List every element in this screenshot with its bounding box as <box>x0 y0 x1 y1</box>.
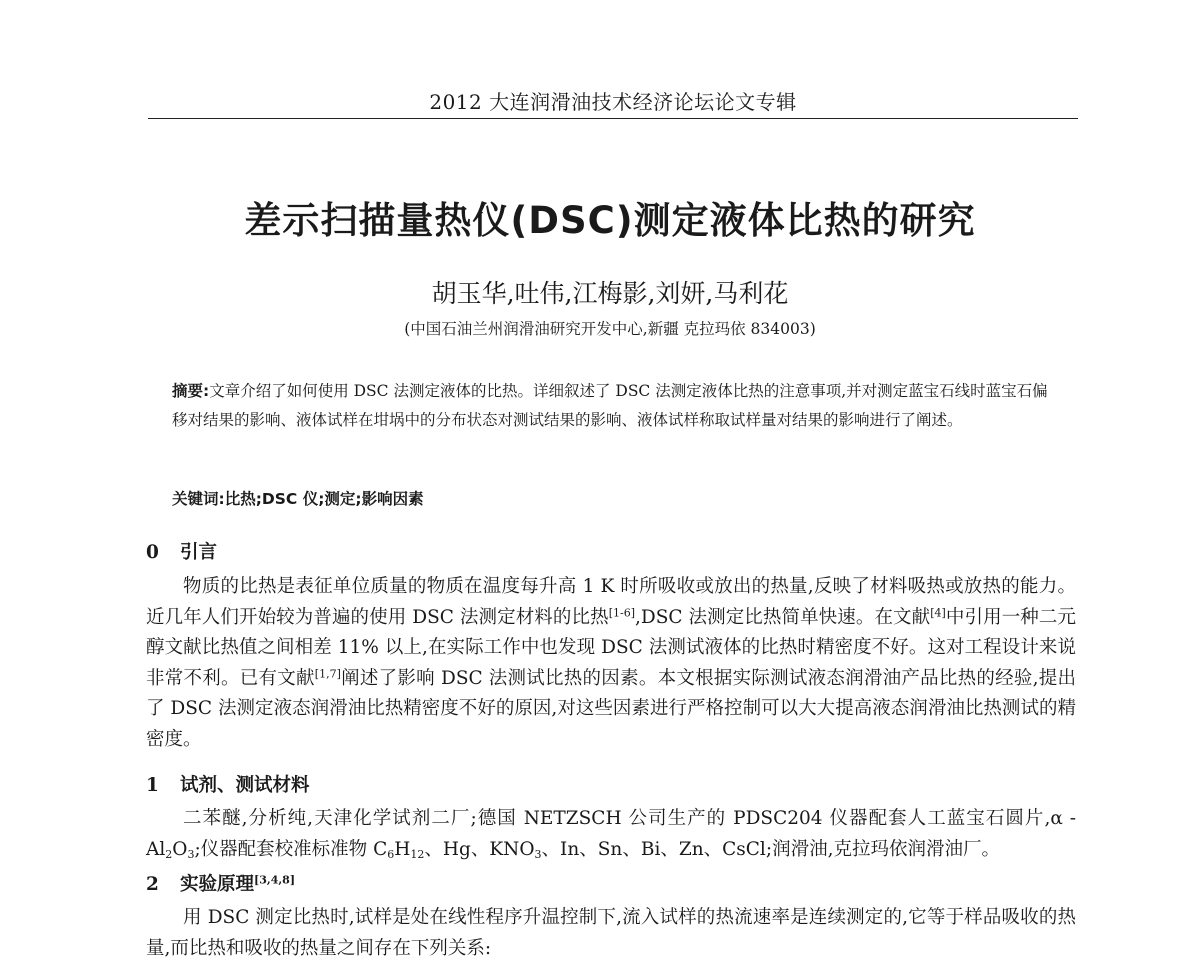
paragraph-text: 、In、Sn、Bi、Zn、CsCl;润滑油,克拉玛依润滑油厂。 <box>541 838 1000 860</box>
subscript: 2 <box>165 847 173 861</box>
paper-affiliation: (中国石油兰州润滑油研究开发中心,新疆 克拉玛依 834003) <box>404 320 816 338</box>
journal-header: 2012 大连润滑油技术经济论坛论文专辑 <box>429 90 797 114</box>
paragraph-text: 二苯醚,分析纯,天津化学试剂二厂;德国 NETZSCH 公司生产的 PDSC204 仪器配套人工蓝宝石圆片,α - Al <box>146 808 1076 860</box>
section-number: 1 <box>146 775 159 796</box>
section-heading-2 <box>146 870 295 896</box>
section-heading-0 <box>146 538 217 564</box>
section-paragraph-2 <box>146 903 1076 964</box>
paper-authors: 胡玉华,吐伟,江梅影,刘妍,马利花 <box>431 279 789 308</box>
header-rule <box>148 118 1078 119</box>
abstract-block <box>172 377 1052 435</box>
abstract-text: 文章介绍了如何使用 DSC 法测定液体的比热。详细叙述了 DSC 法测定液体比热的注意事项,并对测定蓝宝石线时蓝宝石偏移对结果的影响、液体试样在坩埚中的分布状态对测试结果的影响、液体试样称取试样量对结果的影响进行了阐述。 <box>172 382 1048 429</box>
paragraph-text: O <box>172 838 188 860</box>
abstract-label: 摘要: <box>172 382 210 400</box>
citation: [1-6] <box>608 605 635 619</box>
keywords-block <box>172 487 1052 509</box>
section-paragraph-0 <box>146 572 1076 755</box>
subscript: 6 <box>387 847 395 861</box>
subscript: 3 <box>534 847 542 861</box>
citation: [3,4,8] <box>254 873 296 887</box>
section-title: 实验原理 <box>180 874 255 895</box>
paragraph-text: 、Hg、KNO <box>424 838 535 860</box>
paragraph-text: 阐述了影响 DSC 法测试比热的因素。本文根据实际测试液态润滑油产品比热的经验,提出了 DSC 法测定液态润滑油比热精密度不好的原因,对这些因素进行严格控制可以大大提高液态润滑油比热测试的精密度。 <box>146 667 1076 750</box>
paragraph-text: H <box>394 838 411 860</box>
paragraph-text: 中引用一种二元醇文献比热值之间相差 11% 以上,在实际工作中也发现 DSC 法测试液体的比热时精密度不好。这对工程设计来说非常不利。已有文献 <box>146 606 1076 689</box>
subscript: 12 <box>410 847 425 861</box>
citation: [1,7] <box>314 666 341 680</box>
paragraph-text: 物质的比热是表征单位质量的物质在温度每升高 1 K 时所吸收或放出的热量,反映了材料吸热或放热的能力。近几年人们开始较为普遍的使用 DSC 法测定材料的比热 <box>146 576 1076 628</box>
keywords-label: 关键词: <box>172 490 225 508</box>
paper-title: 差示扫描量热仪(DSC)测定液体比热的研究 <box>244 199 976 242</box>
paragraph-text: ,DSC 法测定比热简单快速。在文献 <box>634 606 931 628</box>
section-title: 引言 <box>180 542 218 563</box>
section-heading-1 <box>146 771 310 797</box>
keywords-text: 比热;DSC 仪;测定;影响因素 <box>224 490 424 508</box>
paragraph-text: 用 DSC 测定比热时,试样是处在线性程序升温控制下,流入试样的热流速率是连续测定的,它等于样品吸收的热量,而比热和吸收的热量之间存在下列关系: <box>146 907 1076 959</box>
section-paragraph-1 <box>146 804 1076 865</box>
section-title: 试剂、测试材料 <box>180 775 310 796</box>
section-number: 0 <box>146 542 159 563</box>
citation: [4] <box>930 605 946 619</box>
section-number: 2 <box>146 874 159 895</box>
subscript: 3 <box>187 847 195 861</box>
paragraph-text: ;仪器配套校准标准物 C <box>194 838 388 860</box>
